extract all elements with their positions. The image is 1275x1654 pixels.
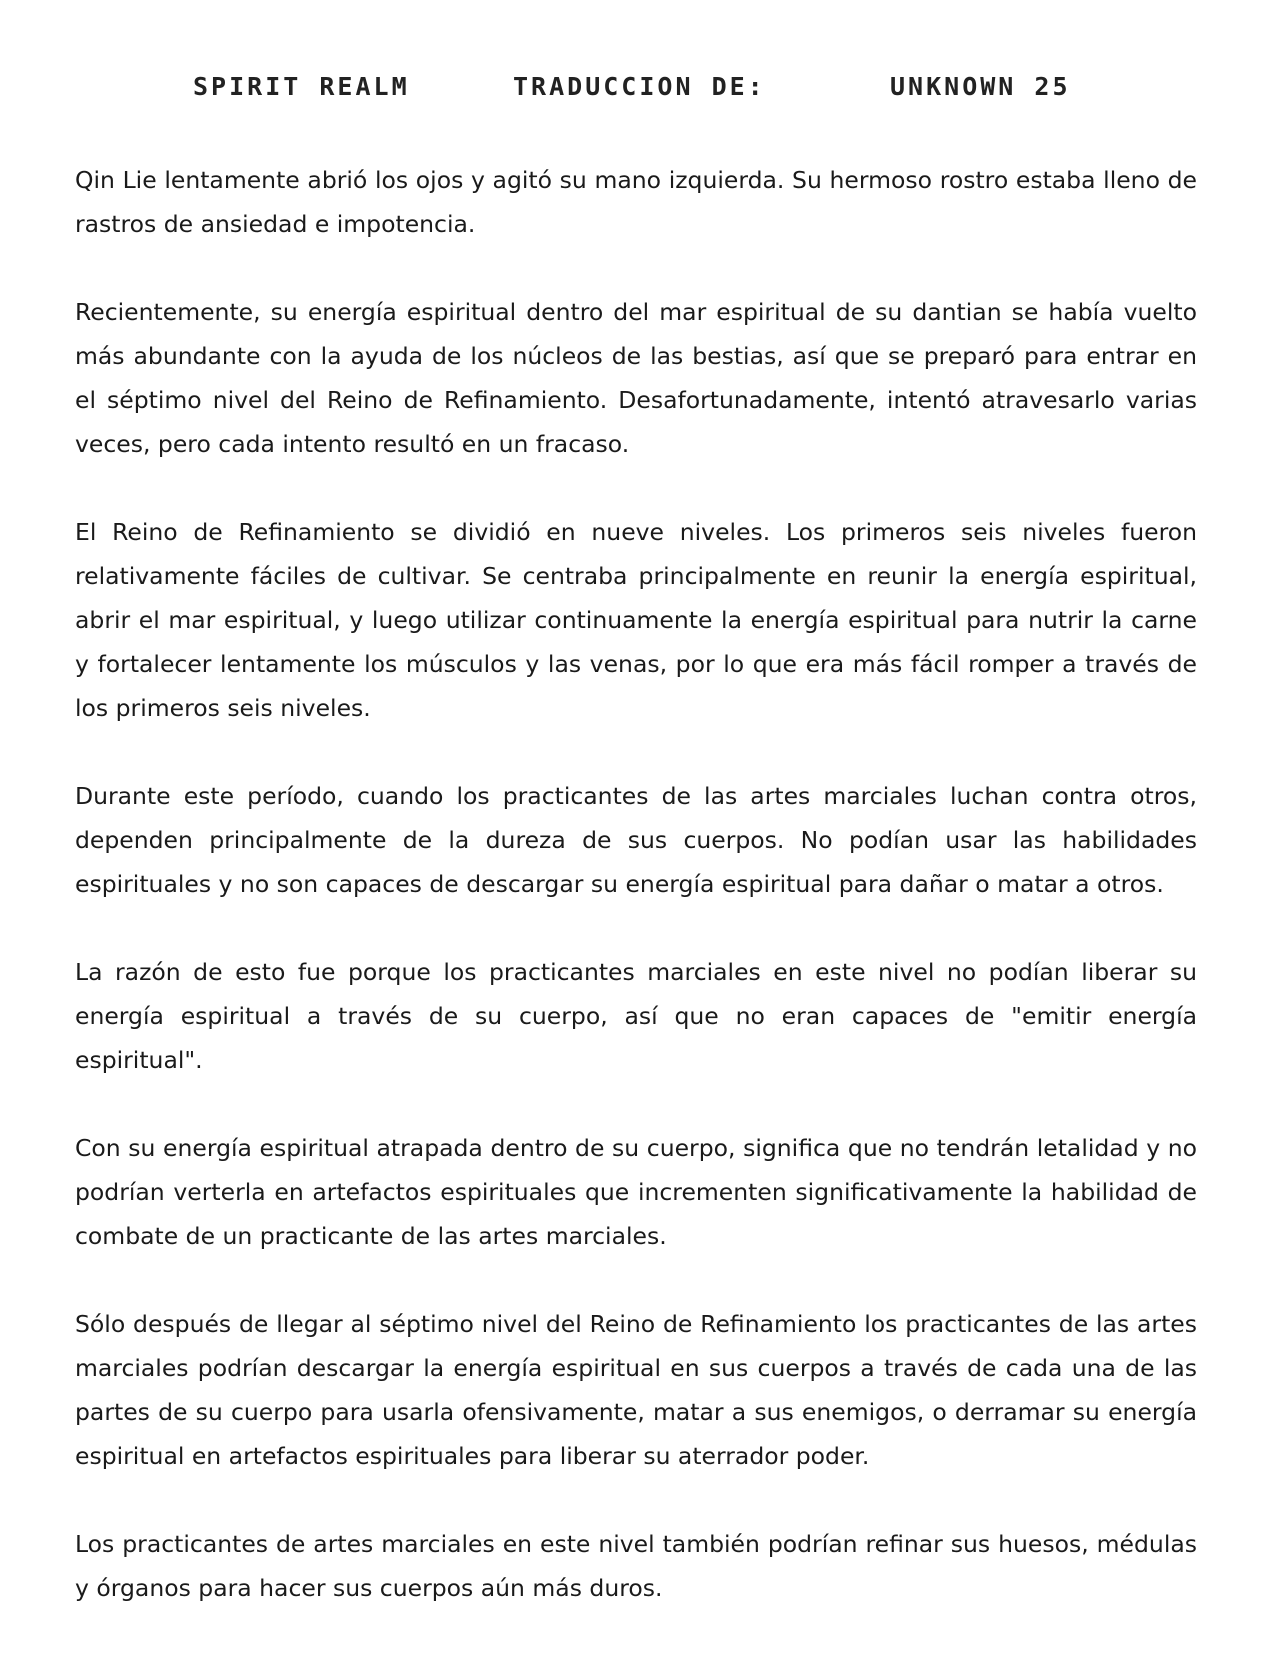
paragraph: Con su energía espiritual atrapada dentro de su cuerpo, significa que no tendrán letalidad y no podrían verterla en artefactos espirituales que incrementen significativamente la habilidad de combate de un practicante de las artes marciales. (75, 1134, 1197, 1250)
header-translator: UNKNOWN 25 (890, 72, 1071, 101)
page-header (0, 72, 1275, 112)
paragraph: El Reino de Refinamiento se dividió en nueve niveles. Los primeros seis niveles fueron relativamente fáciles de cultivar. Se centraba principalmente en reunir la energía espiritual, abrir el mar espiritual, y luego utilizar continuamente la energía espiritual para nutrir la carne y fortalecer lentamente los músculos y las venas, por lo que era más fácil romper a través de los primeros seis niveles. (75, 518, 1197, 722)
paragraph: Recientemente, su energía espiritual dentro del mar espiritual de su dantian se había vuelto más abundante con la ayuda de los núcleos de las bestias, así que se preparó para entrar en el séptimo nivel del Reino de Refinamiento. Desafortunadamente, intentó atravesarlo varias veces, pero cada intento resultó en un fracaso. (75, 298, 1197, 458)
header-translation-label: TRADUCCION DE: (513, 72, 766, 101)
paragraph: Sólo después de llegar al séptimo nivel del Reino de Refinamiento los practicantes de las artes marciales podrían descargar la energía espiritual en sus cuerpos a través de cada una de las partes de su cuerpo para usarla ofensivamente, matar a sus enemigos, o derramar su energía espiritual en artefactos espirituales para liberar su aterrador poder. (75, 1310, 1197, 1470)
paragraph: Durante este período, cuando los practicantes de las artes marciales luchan contra otros, dependen principalmente de la dureza de sus cuerpos. No podían usar las habilidades espirituales y no son capaces de descargar su energía espiritual para dañar o matar a otros. (75, 782, 1197, 898)
paragraph: La razón de esto fue porque los practicantes marciales en este nivel no podían liberar su energía espiritual a través de su cuerpo, así que no eran capaces de "emitir energía espiritual". (75, 958, 1197, 1074)
paragraph: Los practicantes de artes marciales en este nivel también podrían refinar sus huesos, médulas y órganos para hacer sus cuerpos aún más duros. (75, 1530, 1197, 1602)
document-body (75, 158, 1197, 1654)
paragraph: Qin Lie lentamente abrió los ojos y agitó su mano izquierda. Su hermoso rostro estaba lleno de rastros de ansiedad e impotencia. (75, 166, 1197, 238)
header-title: SPIRIT REALM (193, 72, 410, 101)
